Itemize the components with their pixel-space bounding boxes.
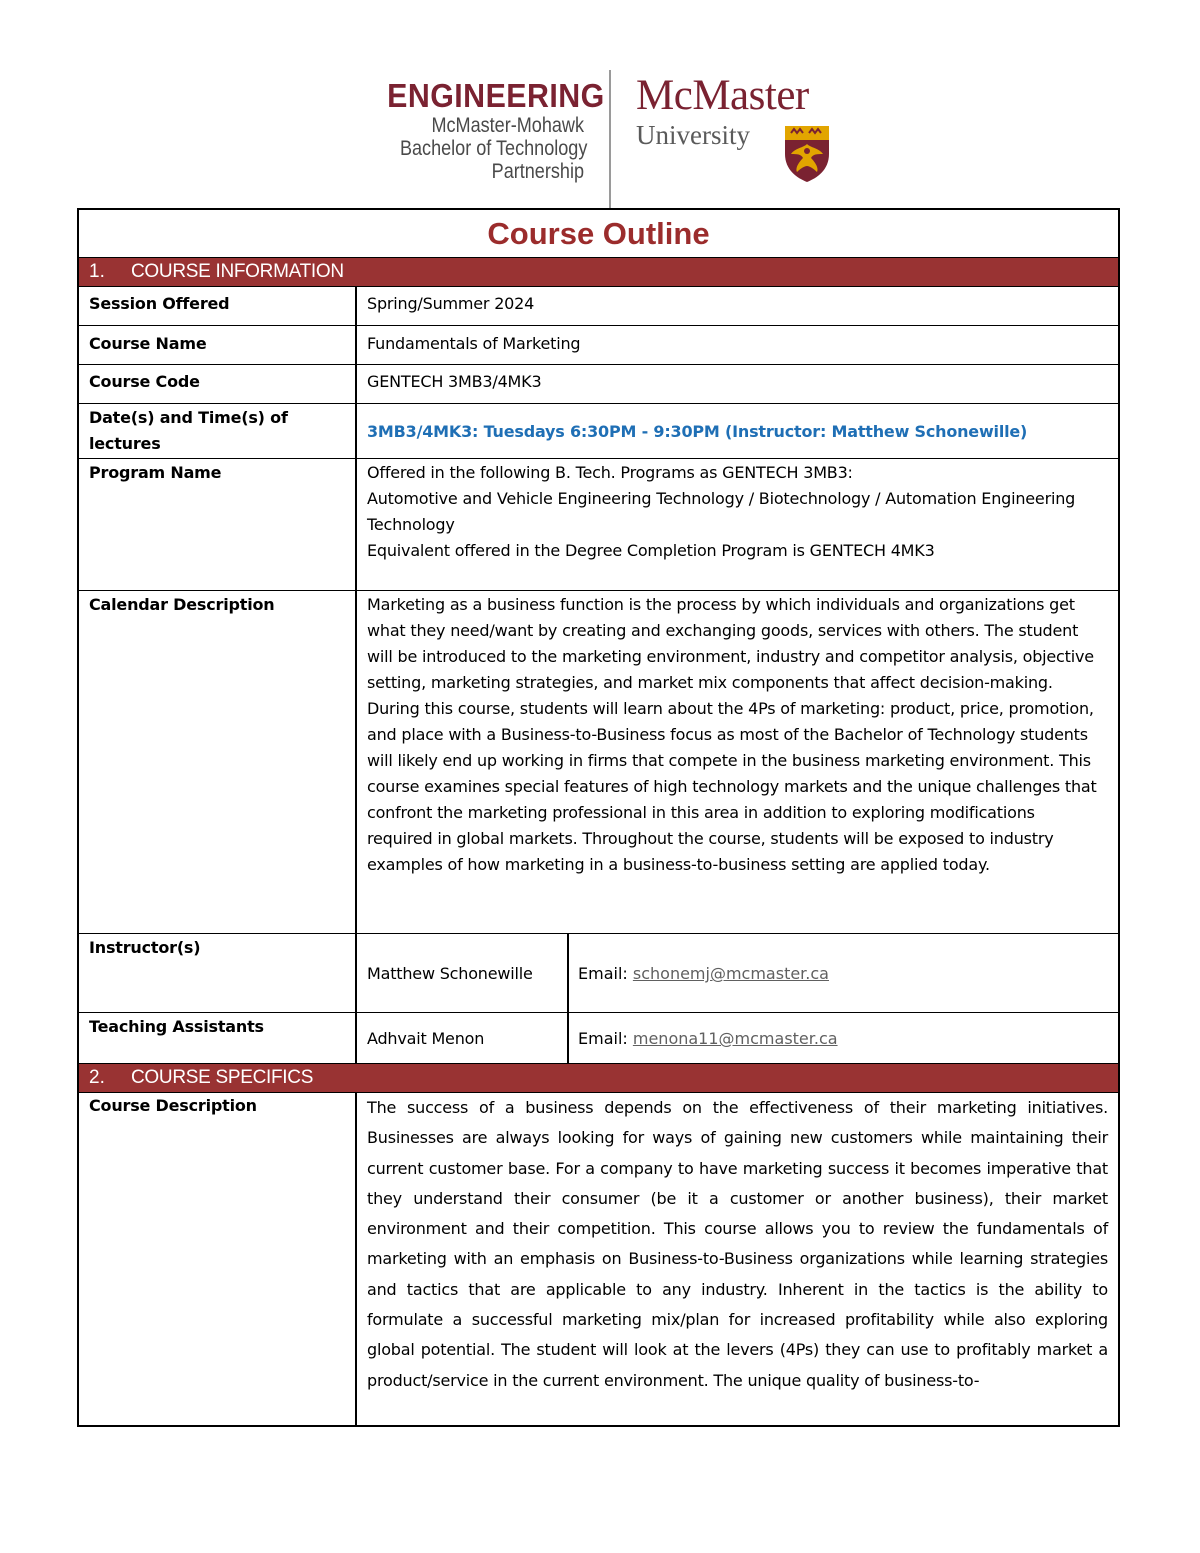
row-course-code — [79, 365, 1118, 404]
row-value: GENTECH 3MB3/4MK3 — [367, 372, 542, 391]
row-label: Program Name — [89, 463, 222, 482]
column-divider — [355, 459, 357, 590]
ta-email — [578, 1026, 1108, 1052]
column-divider — [567, 1013, 569, 1063]
row-label: Session Offered — [89, 294, 230, 313]
engineering-line-2: Bachelor of Technology — [399, 137, 588, 160]
program-line: Offered in the following B. Tech. Programs as GENTECH 3MB3: — [367, 463, 853, 482]
row-label: Instructor(s) — [89, 938, 201, 957]
instructor-email-link[interactable]: schonemj@mcmaster.ca — [632, 964, 829, 983]
instructor-name: Matthew Schonewille — [367, 964, 533, 983]
row-value: 3MB3/4MK3: Tuesdays 6:30PM - 9:30PM (Instructor: Matthew Schonewille) — [367, 422, 1028, 441]
row-program-name — [79, 459, 1118, 591]
column-divider — [355, 365, 357, 403]
email-label: Email: — [578, 1029, 628, 1048]
program-line: Equivalent offered in the Degree Completion Program is GENTECH 4MK3 — [367, 541, 935, 560]
row-label: Course Description — [89, 1096, 257, 1115]
course-description-text: The success of a business depends on the effectiveness of their marketing initiatives. Businesses are always looking for ways of gaining new customers while maintaining their current customer base. For a company to have marketing success it becomes imperative that they understand their consumer (be it a customer or another business), their market environment and their competition. This course allows you to review the fundamentals of marketing with an emphasis on Business-to-Business organizations while learning strategies and tactics that are applicable to any industry. Inherent in the tactics is the ability to formulate a successful marketing mix/plan for increased profitability while also exploring global potential. The student will look at the levers (4Ps) they can use to profitably market a product/service in the current environment. The unique quality of business-to- — [367, 1098, 1108, 1390]
row-calendar-description — [79, 591, 1118, 934]
engineering-line-3: Partnership — [491, 160, 584, 183]
row-label: Course Name — [89, 334, 207, 353]
calendar-paragraph: Marketing as a business function is the process by which individuals and organizations get what they need/want by creating and exchanging goods, services with others. The student will be introduced to the marketing environment, industry and competitor analysis, objective setting, marketing strategies, and market mix components that affect decision-making. — [367, 595, 1094, 692]
row-label: Course Code — [89, 372, 200, 391]
row-instructor — [79, 934, 1118, 1013]
title-row — [79, 210, 1118, 258]
row-label: Teaching Assistants — [89, 1017, 264, 1036]
column-divider — [355, 287, 357, 325]
course-outline-table — [77, 208, 1120, 1427]
row-value — [367, 592, 1097, 878]
page-title: Course Outline — [487, 216, 710, 251]
column-divider — [567, 934, 569, 1012]
mcmaster-crest-icon — [781, 124, 833, 184]
section-course-information — [79, 258, 1118, 287]
row-label: Date(s) and Time(s) of lectures — [89, 408, 288, 453]
mcmaster-logo — [636, 74, 846, 150]
section-number: 2. — [89, 1067, 105, 1088]
mcmaster-wordmark: McMaster — [636, 72, 809, 119]
engineering-wordmark: ENGINEERING — [387, 77, 605, 114]
column-divider — [355, 1013, 357, 1063]
email-label: Email: — [578, 964, 628, 983]
engineering-line-1: McMaster-Mohawk — [431, 114, 584, 137]
column-divider — [355, 326, 357, 364]
row-lecture-times — [79, 404, 1118, 459]
column-divider — [355, 591, 357, 933]
column-divider — [355, 1093, 357, 1425]
column-divider — [355, 404, 357, 458]
row-value: Fundamentals of Marketing — [367, 334, 581, 353]
calendar-paragraph: During this course, students will learn about the 4Ps of marketing: product, price, promotion, and place with a Business-to-Business focus as most of the Bachelor of Technology students will likely end up working in firms that compete in the business marketing environment. This course examines special features of high technology markets and the unique challenges that confront the marketing professional in this area in addition to exploring modifications required in global markets. Throughout the course, students will be exposed to industry examples of how marketing in a business-to-business setting are applied today. — [367, 699, 1097, 874]
row-teaching-assistants — [79, 1013, 1118, 1064]
section-title: COURSE SPECIFICS — [131, 1067, 314, 1088]
row-session-offered — [79, 287, 1118, 326]
logo-divider — [609, 70, 611, 208]
row-course-name — [79, 326, 1118, 365]
ta-name: Adhvait Menon — [367, 1029, 485, 1048]
row-value: Spring/Summer 2024 — [367, 294, 535, 313]
row-label: Calendar Description — [89, 595, 275, 614]
university-wordmark: University — [636, 120, 750, 150]
instructor-email — [578, 961, 1108, 987]
program-line: Automotive and Vehicle Engineering Technology / Biotechnology / Automation Engineering Technology — [367, 489, 1076, 534]
column-divider — [355, 934, 357, 1012]
ta-email-link[interactable]: menona11@mcmaster.ca — [632, 1029, 838, 1048]
section-course-specifics — [79, 1064, 1118, 1093]
engineering-logo — [370, 77, 605, 183]
row-value — [367, 460, 1112, 564]
row-course-description — [79, 1093, 1118, 1425]
page-header — [370, 68, 840, 208]
section-title: COURSE INFORMATION — [131, 261, 344, 282]
section-number: 1. — [89, 261, 105, 282]
